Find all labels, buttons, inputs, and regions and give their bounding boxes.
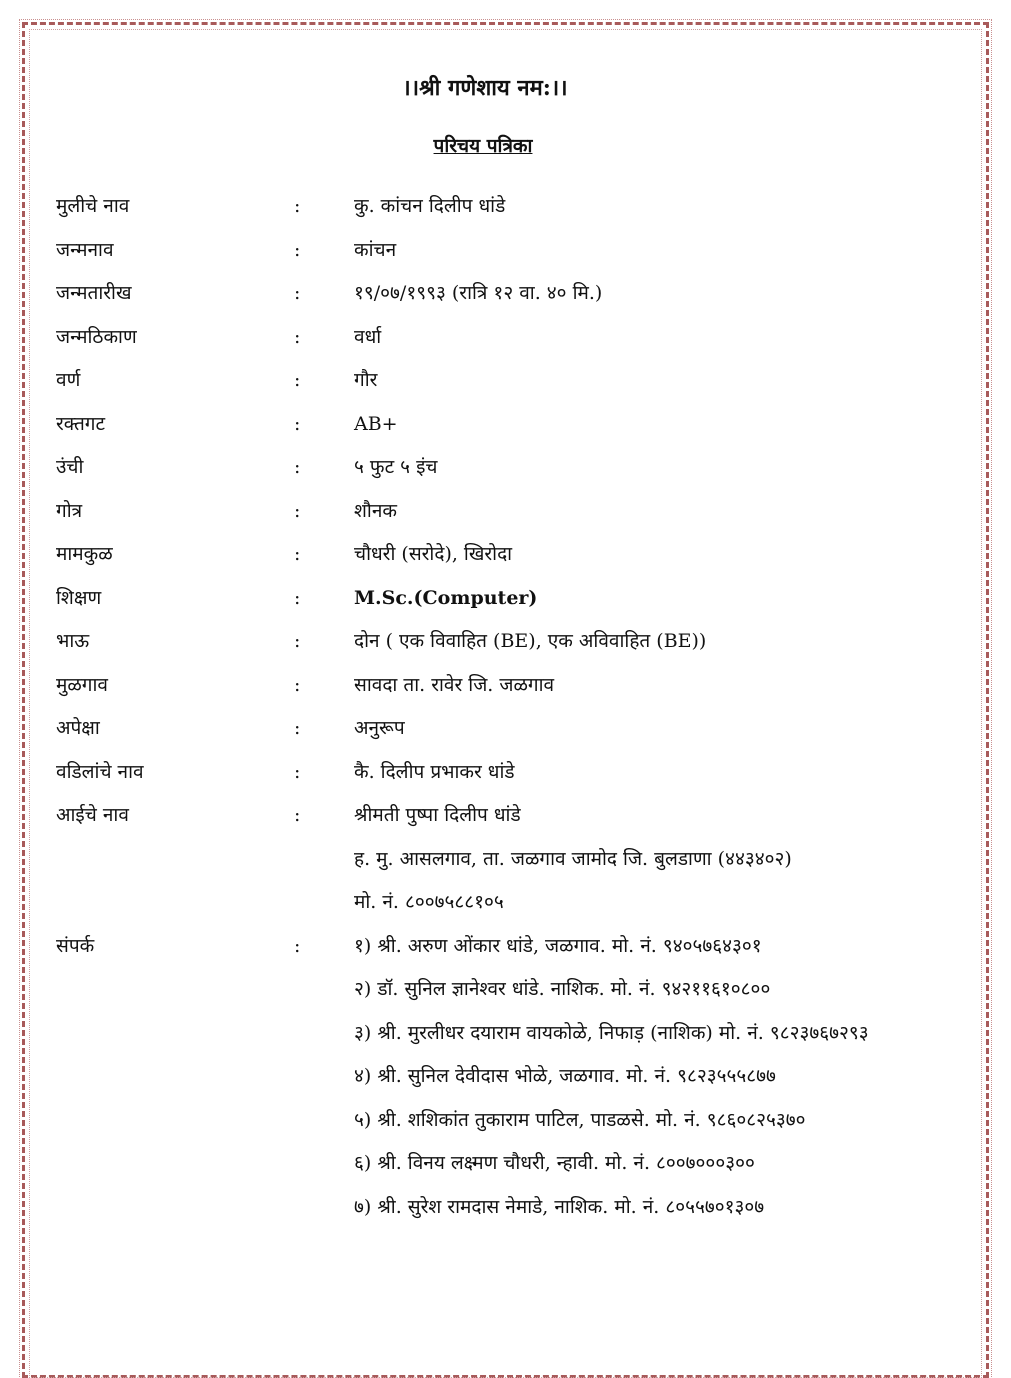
detail-row bbox=[56, 539, 956, 583]
field-separator: : bbox=[294, 195, 301, 217]
field-label-brothers: भाऊ bbox=[56, 630, 90, 652]
field-label-birth-date: जन्मतारीख bbox=[56, 282, 132, 304]
contact-item: १) श्री. अरुण ओंकार धांडे, जळगाव. मो. नं. ९४०५७६४३०१ bbox=[354, 934, 762, 957]
detail-row bbox=[56, 191, 956, 235]
detail-row bbox=[56, 409, 956, 453]
field-label-birth-name: जन्मनाव bbox=[56, 238, 114, 261]
field-separator: : bbox=[294, 325, 301, 348]
field-label-name: मुलीचे नाव bbox=[56, 195, 130, 217]
field-value-complexion: गौर bbox=[354, 369, 378, 391]
field-value-expectation: अनुरूप bbox=[354, 717, 405, 739]
document-title: परिचय पत्रिका bbox=[433, 135, 533, 157]
field-separator: : bbox=[294, 934, 301, 957]
contact-item: ६) श्री. विनय लक्ष्मण चौधरी, न्हावी. मो. नं. ८००७०००३०० bbox=[354, 1152, 755, 1174]
contact-item: ३) श्री. मुरलीधर दयाराम वायकोळे, निफाड़ (नाशिक) मो. नं. ९८२३७६७२९३ bbox=[354, 1021, 869, 1044]
field-value-blood-group: AB+ bbox=[354, 412, 398, 435]
detail-row bbox=[56, 713, 956, 757]
field-separator: : bbox=[294, 412, 301, 435]
field-value-mother-name: श्रीमती पुष्पा दिलीप धांडे bbox=[354, 804, 521, 826]
field-value-height: ५ फुट ५ इंच bbox=[354, 456, 438, 478]
detail-row bbox=[56, 844, 956, 888]
detail-row bbox=[56, 800, 956, 844]
field-label-expectation: अपेक्षा bbox=[56, 717, 100, 739]
field-value-education: M.Sc.(Computer) bbox=[354, 586, 538, 609]
field-value-native-place: सावदा ता. रावेर जि. जळगाव bbox=[354, 673, 555, 696]
field-value-maternal-family: चौधरी (सरोदे), खिरोदा bbox=[354, 543, 513, 565]
detail-row bbox=[56, 235, 956, 279]
field-separator: : bbox=[294, 630, 301, 652]
field-value-birth-name: कांचन bbox=[354, 238, 397, 261]
field-separator: : bbox=[294, 456, 301, 478]
field-separator: : bbox=[294, 238, 301, 261]
detail-row bbox=[56, 452, 956, 496]
field-label-blood-group: रक्तगट bbox=[56, 412, 106, 435]
contact-item: ४) श्री. सुनिल देवीदास भोळे, जळगाव. मो. नं. ९८२३५५५८७७ bbox=[354, 1065, 776, 1087]
invocation-heading: ।।श्री गणेशाय नम:।। bbox=[402, 75, 568, 101]
field-label-father-name: वडिलांचे नाव bbox=[56, 760, 144, 783]
field-value-brothers: दोन ( एक विवाहित (BE), एक अविवाहित (BE)) bbox=[354, 630, 707, 652]
address-phone: मो. नं. ८००७५८८१०५ bbox=[354, 891, 504, 913]
field-label-complexion: वर्ण bbox=[56, 369, 81, 391]
field-label-native-place: मुळगाव bbox=[56, 673, 108, 696]
biodata-details bbox=[56, 191, 956, 1218]
field-separator: : bbox=[294, 499, 301, 522]
field-separator: : bbox=[294, 282, 301, 304]
field-label-contact: संपर्क bbox=[56, 934, 95, 957]
detail-row bbox=[56, 496, 956, 540]
contact-item: ५) श्री. शशिकांत तुकाराम पाटिल, पाडळसे. मो. नं. ९८६०८२५३७० bbox=[354, 1108, 806, 1131]
contact-item: ७) श्री. सुरेश रामदास नेमाडे, नाशिक. मो. नं. ८०५५७०१३०७ bbox=[354, 1195, 765, 1218]
field-label-gotra: गोत्र bbox=[56, 499, 83, 522]
field-label-mother-name: आईचे नाव bbox=[56, 804, 129, 826]
field-separator: : bbox=[294, 673, 301, 696]
detail-row bbox=[56, 322, 956, 366]
detail-row bbox=[56, 365, 956, 409]
detail-row bbox=[56, 670, 956, 714]
field-separator: : bbox=[294, 760, 301, 783]
field-label-education: शिक्षण bbox=[56, 586, 102, 609]
field-value-father-name: कै. दिलीप प्रभाकर धांडे bbox=[354, 760, 515, 783]
address-line: ह. मु. आसलगाव, ता. जळगाव जामोद जि. बुलडाणा (४४३४०२) bbox=[354, 847, 792, 870]
field-separator: : bbox=[294, 369, 301, 391]
field-separator: : bbox=[294, 804, 301, 826]
field-separator: : bbox=[294, 543, 301, 565]
field-value-birth-date: १९/०७/१९९३ (रात्रि १२ वा. ४० मि.) bbox=[354, 282, 603, 304]
field-label-maternal-family: मामकुळ bbox=[56, 543, 113, 565]
detail-row bbox=[56, 757, 956, 801]
field-label-birth-place: जन्मठिकाण bbox=[56, 325, 137, 348]
field-separator: : bbox=[294, 586, 301, 609]
contact-list bbox=[354, 931, 869, 1236]
detail-row bbox=[56, 626, 956, 670]
field-value-name: कु. कांचन दिलीप धांडे bbox=[354, 195, 506, 217]
detail-row bbox=[56, 278, 956, 322]
field-label-height: उंची bbox=[56, 456, 84, 478]
contact-item: २) डॉ. सुनिल ज्ञानेश्वर धांडे. नाशिक. मो. नं. ९४२११६१०८०० bbox=[354, 978, 771, 1000]
detail-row bbox=[56, 887, 956, 931]
field-value-birth-place: वर्धा bbox=[354, 325, 382, 348]
contact-section bbox=[56, 931, 956, 1218]
field-separator: : bbox=[294, 717, 301, 739]
detail-row bbox=[56, 583, 956, 627]
field-value-gotra: शौनक bbox=[354, 499, 397, 522]
